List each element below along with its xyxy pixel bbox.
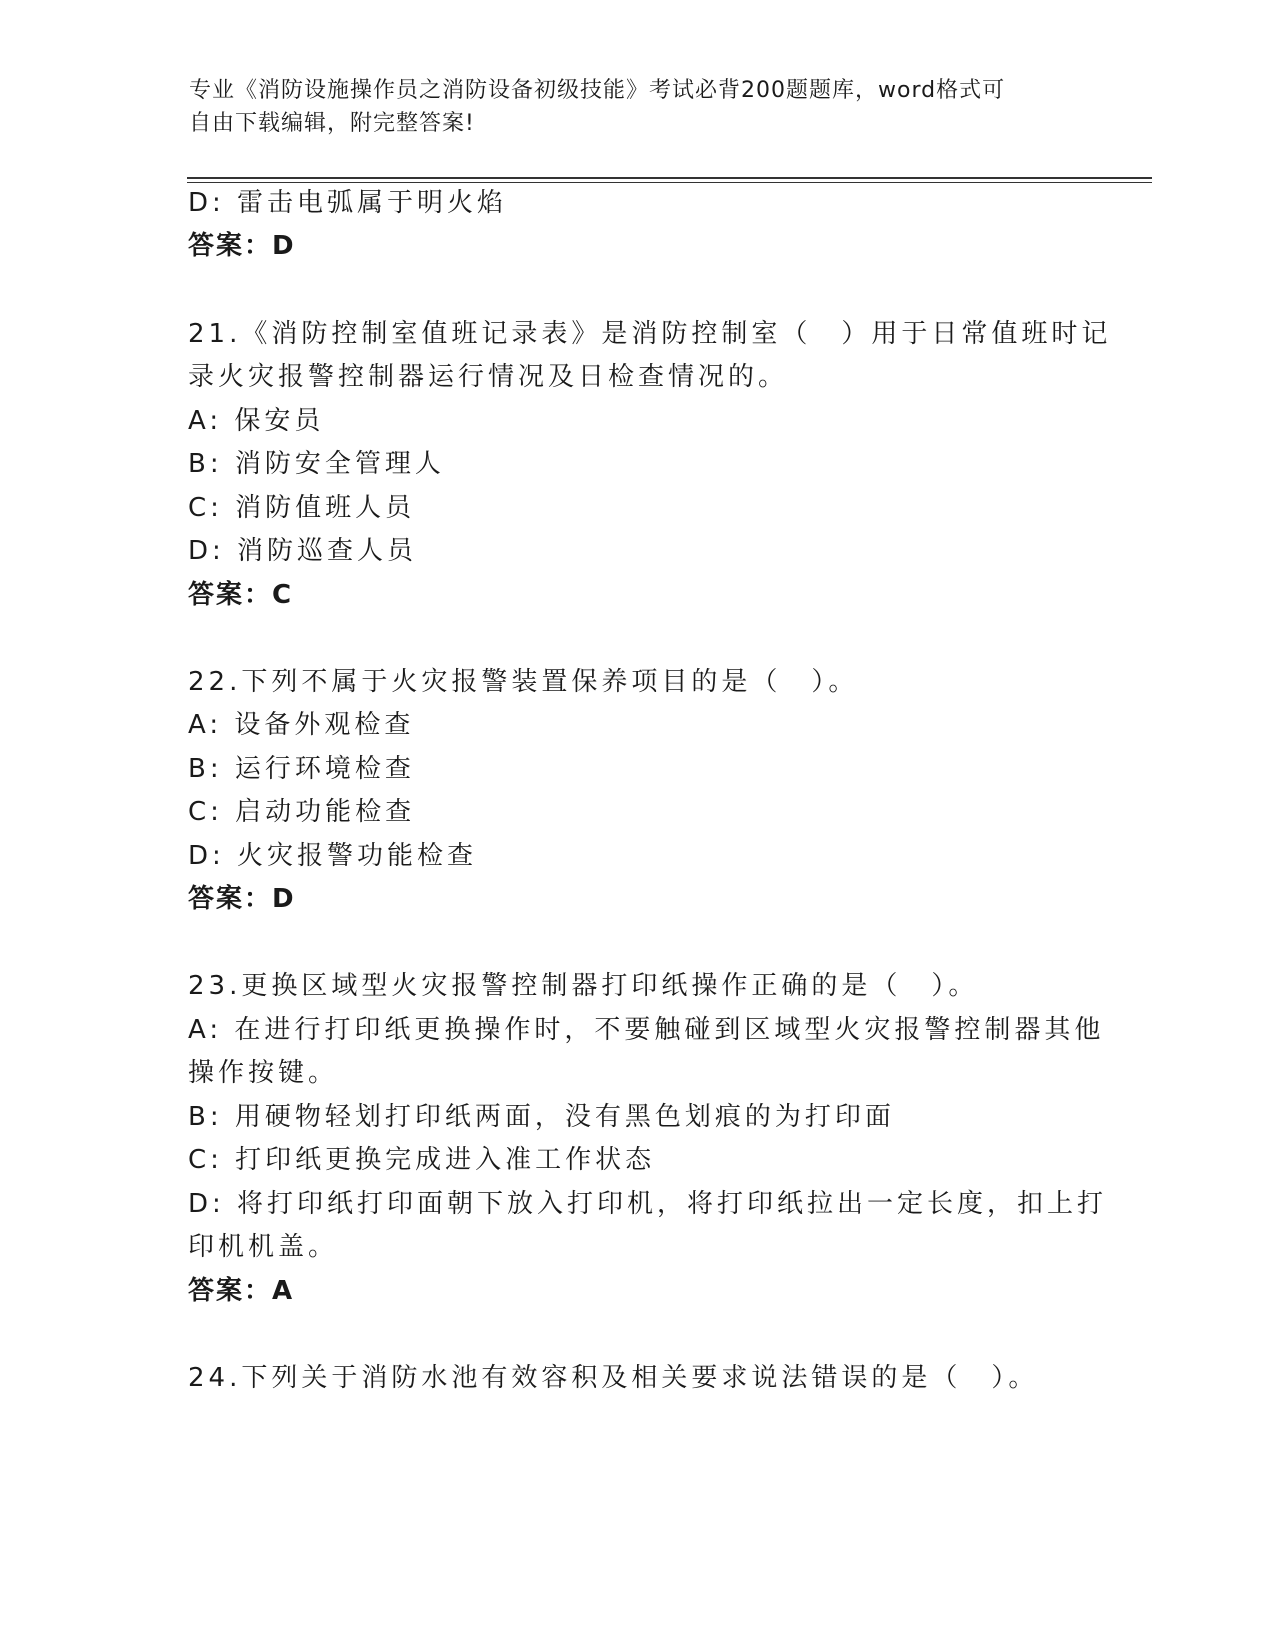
q22-stem: 22.下列不属于火灾报警装置保养项目的是（ ）。 <box>188 667 859 697</box>
prev-answer: 答案：D <box>188 231 296 261</box>
q21-option-c: C: 消防值班人员 <box>188 493 416 523</box>
header-divider-thin <box>187 182 1152 183</box>
q22-option-a: A: 设备外观检查 <box>188 710 415 740</box>
q22-option-b: B: 运行环境检查 <box>188 754 415 784</box>
q23-option-a-line-1: A: 在进行打印纸更换操作时，不要触碰到区域型火灾报警控制器其他 <box>188 1015 1105 1045</box>
q23-stem: 23.更换区域型火灾报警控制器打印纸操作正确的是（ ）。 <box>188 971 979 1001</box>
q23-option-a-line-2: 操作按键。 <box>188 1058 339 1088</box>
q22-answer: 答案：D <box>188 884 296 914</box>
q21-option-d: D: 消防巡查人员 <box>188 536 418 566</box>
q23-option-c: C: 打印纸更换完成进入准工作状态 <box>188 1145 656 1175</box>
header-line-2: 自由下载编辑，附完整答案! <box>189 111 475 136</box>
q23-option-d-line-1: D: 将打印纸打印面朝下放入打印机，将打印纸拉出一定长度，扣上打 <box>188 1189 1108 1219</box>
header-divider-thick <box>187 177 1152 179</box>
q21-stem-line-1: 21.《消防控制室值班记录表》是消防控制室（ ）用于日常值班时记 <box>188 319 1112 349</box>
q21-option-a: A: 保安员 <box>188 406 325 436</box>
q21-option-b: B: 消防安全管理人 <box>188 449 445 479</box>
q23-option-b: B: 用硬物轻划打印纸两面，没有黑色划痕的为打印面 <box>188 1102 895 1132</box>
q22-option-c: C: 启动功能检查 <box>188 797 416 827</box>
q24-stem: 24.下列关于消防水池有效容积及相关要求说法错误的是（ ）。 <box>188 1363 1039 1393</box>
q21-stem-line-2: 录火灾报警控制器运行情况及日检查情况的。 <box>188 362 789 392</box>
document-header <box>189 74 1069 140</box>
q22-option-d: D: 火灾报警功能检查 <box>188 841 478 871</box>
q23-answer: 答案：A <box>188 1276 295 1306</box>
q21-answer: 答案：C <box>188 580 294 610</box>
header-line-1: 专业《消防设施操作员之消防设备初级技能》考试必背200题题库，word格式可 <box>189 78 1006 103</box>
q23-option-d-line-2: 印机机盖。 <box>188 1232 339 1262</box>
prev-option-d: D: 雷击电弧属于明火焰 <box>188 188 508 218</box>
